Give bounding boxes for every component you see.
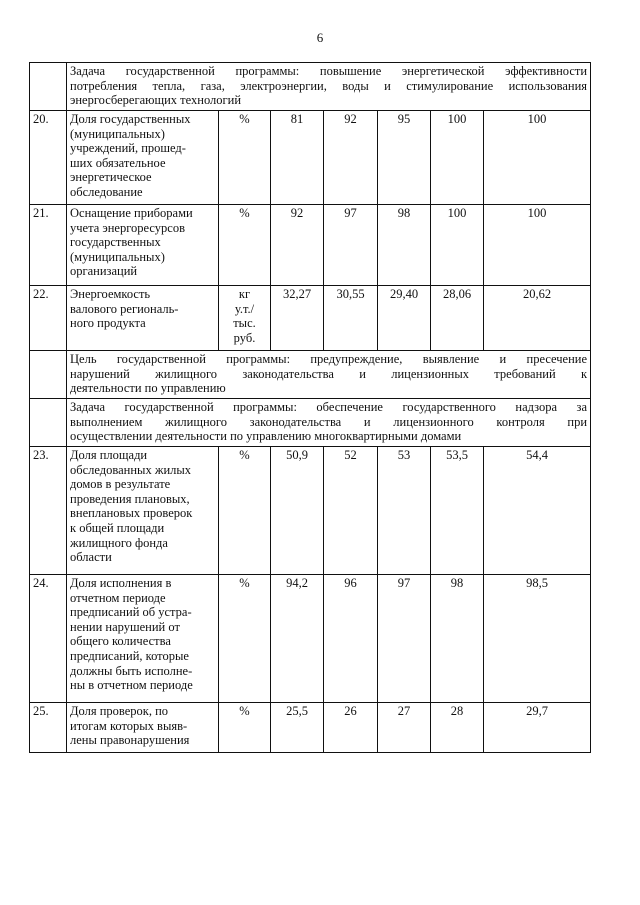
- section-line: деятельности по управлению: [70, 381, 226, 396]
- value-cell: 98: [378, 205, 431, 286]
- row-number: 20.: [30, 111, 67, 205]
- value-cell: 53: [378, 447, 431, 575]
- name-line: Доля площади: [70, 448, 148, 462]
- name-line: государственных: [70, 235, 161, 250]
- value-cell: 98,5: [484, 575, 591, 703]
- indicator-name: [67, 575, 219, 703]
- name-line: предписаний об устра-: [70, 605, 192, 620]
- value-cell: 81: [271, 111, 324, 205]
- name-line: проведения плановых,: [70, 491, 190, 506]
- value-cell: 54,4: [484, 447, 591, 575]
- section-num-cell: [30, 351, 67, 399]
- value-cell: 92: [271, 205, 324, 286]
- section-num-cell: [30, 399, 67, 447]
- name-line: области: [70, 550, 112, 565]
- indicator-name: [67, 111, 219, 205]
- value-cell: 50,9: [271, 447, 324, 575]
- name-line: организаций: [70, 264, 138, 279]
- unit-cell: [219, 703, 271, 753]
- unit-line: у.т./: [234, 301, 255, 316]
- value-cell: 98: [431, 575, 484, 703]
- name-line: к общей площади: [70, 520, 165, 535]
- table-row: [30, 111, 591, 205]
- section-text-task1: [67, 63, 591, 111]
- name-line: жилищного фонда: [70, 535, 168, 550]
- name-line: итогам которых выяв-: [70, 718, 188, 733]
- indicator-name: [67, 286, 219, 351]
- table-row: [30, 575, 591, 703]
- name-line: Доля проверок, по: [70, 704, 169, 718]
- unit-line: %: [239, 704, 250, 718]
- name-line: общего количества: [70, 634, 171, 649]
- unit-line: тыс.: [233, 316, 256, 331]
- value-cell: 20,62: [484, 286, 591, 351]
- section-line: Задача государственной программы: повышение энергетической эффективности: [70, 64, 588, 78]
- value-cell: 29,7: [484, 703, 591, 753]
- table-row: [30, 286, 591, 351]
- value-cell: 29,40: [378, 286, 431, 351]
- page-number: 6: [316, 30, 324, 45]
- value-cell: 95: [378, 111, 431, 205]
- section-line: нарушений жилищного законодательства и лицензионных требований к: [70, 366, 588, 381]
- name-line: лены правонарушения: [70, 733, 190, 748]
- section-num-cell: [30, 63, 67, 111]
- value-cell: 52: [324, 447, 378, 575]
- section-row-goal2: [30, 351, 591, 399]
- row-number: 24.: [30, 575, 67, 703]
- unit-line: кг: [238, 287, 251, 301]
- row-number: 23.: [30, 447, 67, 575]
- name-line: Доля исполнения в: [70, 576, 172, 590]
- name-line: внеплановых проверок: [70, 506, 193, 521]
- value-cell: 28: [431, 703, 484, 753]
- unit-line: %: [239, 576, 250, 590]
- value-cell: 96: [324, 575, 378, 703]
- unit-line: руб.: [233, 330, 256, 345]
- value-cell: 100: [431, 111, 484, 205]
- value-cell: 97: [324, 205, 378, 286]
- value-cell: 32,27: [271, 286, 324, 351]
- section-line: потребления тепла, газа, электроэнергии, воды и стимулирование использования: [70, 78, 588, 93]
- name-line: (муниципальных): [70, 126, 165, 141]
- section-line: Цель государственной программы: предупреждение, выявление и пресечение: [70, 352, 588, 366]
- value-cell: 97: [378, 575, 431, 703]
- unit-line: %: [239, 112, 250, 126]
- indicators-table: [29, 62, 591, 753]
- value-cell: 100: [484, 111, 591, 205]
- name-line: энергетическое: [70, 170, 152, 185]
- table-row: [30, 447, 591, 575]
- name-line: нении нарушений от: [70, 619, 180, 634]
- value-cell: 26: [324, 703, 378, 753]
- section-line: выполнением жилищного законодательства и лицензионного контроля при: [70, 414, 588, 429]
- value-cell: 30,55: [324, 286, 378, 351]
- name-line: учета энергоресурсов: [70, 220, 185, 235]
- unit-cell: [219, 447, 271, 575]
- name-line: обследование: [70, 184, 143, 199]
- row-number: 21.: [30, 205, 67, 286]
- name-line: (муниципальных): [70, 249, 165, 264]
- section-row-task2: [30, 399, 591, 447]
- table-row: [30, 205, 591, 286]
- name-line: ших обязательное: [70, 155, 166, 170]
- name-line: должны быть исполне-: [70, 663, 193, 678]
- unit-line: %: [239, 448, 250, 462]
- name-line: ного продукта: [70, 316, 146, 331]
- unit-cell: [219, 575, 271, 703]
- name-line: Оснащение приборами: [70, 206, 193, 220]
- section-line: энергосберегающих технологий: [70, 93, 242, 108]
- unit-cell: [219, 205, 271, 286]
- value-cell: 92: [324, 111, 378, 205]
- name-line: ны в отчетном периоде: [70, 678, 193, 693]
- row-number: 22.: [30, 286, 67, 351]
- name-line: Энергоемкость: [70, 287, 151, 301]
- name-line: предписаний, которые: [70, 648, 189, 663]
- name-line: учреждений, прошед-: [70, 141, 186, 156]
- value-cell: 28,06: [431, 286, 484, 351]
- value-cell: 53,5: [431, 447, 484, 575]
- row-number: 25.: [30, 703, 67, 753]
- section-text-goal2: [67, 351, 591, 399]
- indicator-name: [67, 205, 219, 286]
- name-line: домов в результате: [70, 477, 171, 492]
- unit-line: %: [239, 206, 250, 220]
- name-line: обследованных жилых: [70, 462, 192, 477]
- table-row: [30, 703, 591, 753]
- section-row-task1: [30, 63, 591, 111]
- unit-cell: [219, 111, 271, 205]
- unit-cell: [219, 286, 271, 351]
- section-line: Задача государственной программы: обеспечение государственного надзора за: [70, 400, 588, 414]
- section-text-task2: [67, 399, 591, 447]
- indicator-name: [67, 703, 219, 753]
- value-cell: 94,2: [271, 575, 324, 703]
- value-cell: 25,5: [271, 703, 324, 753]
- name-line: отчетном периоде: [70, 590, 166, 605]
- value-cell: 27: [378, 703, 431, 753]
- name-line: валового региональ-: [70, 301, 179, 316]
- indicator-name: [67, 447, 219, 575]
- value-cell: 100: [484, 205, 591, 286]
- name-line: Доля государственных: [70, 112, 191, 126]
- section-line: осуществлении деятельности по управлению многоквартирными домами: [70, 429, 462, 444]
- value-cell: 100: [431, 205, 484, 286]
